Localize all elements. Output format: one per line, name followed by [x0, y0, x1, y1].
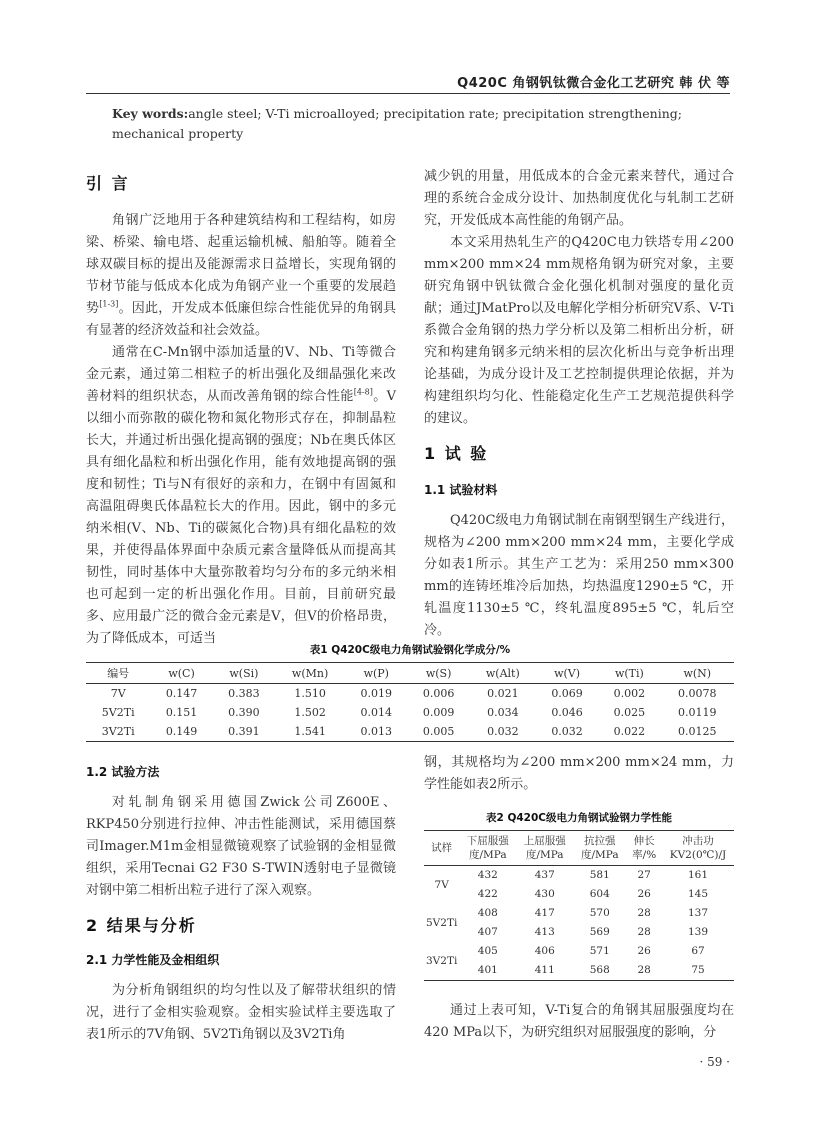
- intro-paragraph-3: 减少钒的用量，用低成本的合金元素来替代，通过合理的系统合金成分设计、加热制度优化与轧制工艺研究，开发低成本高性能的角钢产品。: [424, 169, 734, 228]
- intro-heading: 引 言: [86, 174, 130, 193]
- section-1-1-paragraph: Q420C级电力角钢试制在南钢型钢生产线进行，规格为∠200 mm×200 mm×24 mm，主要化学成分如表1所示。其生产工艺为：采用250 mm×300 mm的连铸坯堆冷后加热，均热温度1290±5 ℃，开轧温度1130±5 ℃，终轧温度895±5 ℃，轧后空冷。: [424, 513, 734, 638]
- table-row: [424, 904, 734, 923]
- table-row: [424, 961, 734, 981]
- table1-cell: 0.002: [613, 687, 646, 700]
- table1-cell: 0.0125: [661, 722, 734, 742]
- table2-intro-paragraph: 钢，其规格均为∠200 mm×200 mm×24 mm，力学性能如表2所示。: [424, 755, 734, 792]
- table1-cell: 0.034: [487, 706, 519, 719]
- table-row: [86, 722, 734, 742]
- table1-cell: 0.0078: [678, 687, 717, 700]
- table1-header-cell: w(C): [150, 663, 212, 684]
- table2-cell: 139: [687, 926, 709, 938]
- table2-sample-name: 3V2Ti: [424, 942, 459, 981]
- table1-header-cell: 编号: [86, 663, 150, 684]
- table2-cell: 26: [637, 888, 651, 900]
- table1-header-cell: w(Alt): [470, 663, 536, 684]
- table2-sample-name: 5V2Ti: [426, 916, 458, 929]
- table1-caption: 表1 Q420C级电力角钢试验钢化学成分/%: [309, 644, 511, 656]
- table2-cell: 145: [687, 888, 709, 900]
- table2-cell: 570: [589, 907, 610, 919]
- intro-paragraph-1: 角钢广泛地用于各种建筑结构和工程结构，如房梁、桥梁、输电塔、起重运输机械、船舶等。随着全球双碳目标的提出及能源需求日益增长，实现角钢的节材节能与低成本化成为角钢产业一个重要的发展趋势[1-3]。因此，开发成本低廉但综合性能优异的角钢具有显著的经济效益和社会效益。: [86, 213, 396, 338]
- table2: [424, 830, 734, 981]
- page-number: · 59 ·: [699, 1055, 730, 1069]
- table2-cell: 569: [589, 926, 610, 938]
- table1-cell: 0.022: [598, 722, 660, 742]
- right-column-upper: [424, 166, 734, 642]
- table2-header-cell: 伸长率/%: [626, 831, 662, 866]
- table2-cell: 67: [691, 945, 705, 957]
- table1-cell: 1.510: [294, 687, 326, 700]
- table1-cell: 0.032: [536, 722, 598, 742]
- table1-cell: 0.014: [360, 706, 393, 719]
- table2-cell: 408: [477, 907, 498, 919]
- running-header: [86, 70, 730, 94]
- table2-cell: 417: [534, 907, 555, 919]
- table1-cell: 0.0119: [678, 706, 717, 719]
- keywords: [112, 104, 732, 144]
- table2-cell: 437: [534, 869, 555, 881]
- table-row: [424, 942, 734, 961]
- table2-cell: 571: [589, 945, 610, 957]
- table1-cell: 0.013: [345, 722, 407, 742]
- table1-cell: 0.009: [422, 706, 455, 719]
- table2-caption: 表2 Q420C级电力角钢试验钢力学性能: [485, 812, 672, 824]
- table2-cell: 28: [637, 907, 651, 919]
- table1-header-cell: w(V): [536, 663, 598, 684]
- table1-cell: 0.149: [150, 722, 212, 742]
- table1-cell: 0.005: [407, 722, 469, 742]
- table2-cell: 413: [534, 926, 555, 938]
- table1-cell: 3V2Ti: [86, 722, 150, 742]
- ref-1-3: [1-3]: [99, 299, 119, 309]
- table1-cell: 0.025: [613, 706, 646, 719]
- table1-cell: 1.502: [294, 706, 326, 719]
- table-row: [86, 703, 734, 722]
- table1-cell: 0.151: [165, 706, 198, 719]
- table2-cell: 432: [477, 869, 498, 881]
- section-1-2-paragraph: 对轧制角钢采用德国Zwick公司Z600E、RKP450分别进行拉伸、冲击性能测试，采用德国蔡司Imager.M1m金相显微镜观察了试验钢的金相显微组织，采用Tecnai G2 F30 S-TWIN透射电子显微镜对钢中第二相析出粒子进行了深入观察。: [86, 795, 396, 898]
- table2-cell: 430: [534, 888, 555, 900]
- table1-header-cell: w(S): [407, 663, 469, 684]
- right-column-bottom: [424, 1000, 734, 1044]
- section-2-1-heading: 2.1 力学性能及金相组织: [86, 953, 220, 967]
- ref-4-8: [4-8]: [353, 387, 373, 397]
- table2-cell: 401: [459, 961, 516, 981]
- table1-header-cell: w(P): [345, 663, 407, 684]
- table2-cell: 604: [589, 888, 610, 900]
- table1-cell: 0.046: [551, 706, 583, 719]
- header-title: Q420C 角钢钒钛微合金化工艺研究 韩 伏 等: [457, 76, 730, 91]
- table2-header-cell: 试样: [424, 831, 459, 866]
- table2-header-cell: 上屈服强度/MPa: [516, 831, 573, 866]
- table-row: [424, 885, 734, 904]
- table2-cell: 28: [637, 926, 651, 938]
- table2-cell: 28: [626, 961, 662, 981]
- table1-cell: 0.147: [165, 687, 198, 700]
- keywords-text: angle steel; V-Ti microalloyed; precipitation rate; precipitation strengthening; mechanical property: [112, 106, 682, 141]
- table2-cell: 405: [477, 945, 498, 957]
- table1-header-cell: w(Si): [213, 663, 275, 684]
- table2-cell: 568: [573, 961, 626, 981]
- table1-cell: 0.021: [487, 687, 519, 700]
- left-column-lower: [86, 762, 396, 1046]
- table-row: [424, 866, 734, 886]
- table1-cell: 1.541: [275, 722, 345, 742]
- table1-cell: 7V: [110, 687, 126, 700]
- table2-cell: 407: [477, 926, 498, 938]
- table1: [86, 662, 734, 742]
- section-2-heading: 2 结果与分析: [86, 916, 197, 935]
- table2-cell: 26: [637, 945, 651, 957]
- table1-cell: 0.006: [422, 687, 455, 700]
- right-column-lower: [424, 752, 734, 796]
- keywords-label: Key words:: [112, 106, 189, 121]
- left-column-upper: [86, 172, 396, 650]
- table2-cell: 422: [477, 888, 498, 900]
- table1-header-cell: w(Mn): [275, 663, 345, 684]
- table1-cell: 0.390: [228, 706, 260, 719]
- table2-sample-name: 7V: [434, 878, 449, 891]
- table1-header-cell: w(Ti): [598, 663, 660, 684]
- table-row: [86, 684, 734, 704]
- table2-discussion-paragraph: 通过上表可知，V-Ti复合的角钢其屈服强度均在420 MPa以下，为研究组织对屈服强度的影响，分: [424, 1003, 734, 1040]
- table2-cell: 27: [637, 869, 651, 881]
- table2-cell: 406: [534, 945, 555, 957]
- section-1-1-heading: 1.1 试验材料: [424, 483, 498, 497]
- table2-cell: 137: [687, 907, 709, 919]
- table1-cell: 0.019: [360, 687, 393, 700]
- table1-cell: 5V2Ti: [101, 706, 135, 719]
- table2-header-cell: 冲击功KV2(0℃)/J: [662, 831, 734, 866]
- table2-cell: 411: [516, 961, 573, 981]
- table1-cell: 0.069: [551, 687, 583, 700]
- table2-cell: 581: [589, 869, 610, 881]
- intro-paragraph-4: 本文采用热轧生产的Q420C电力铁塔专用∠200 mm×200 mm×24 mm规格角钢为研究对象，主要研究角钢中钒钛微合金化强化机制对强度的量化贡献；通过JMatPro以及电解化学相分析研究V系、V-Ti系微合金角钢的热力学分析以及第二相析出分析，研究和构建角钢多元纳米相的层次化析出与竞争析出理论基础，为成分设计及工艺控制提供理论依据，并为构建组织均匀化、性能稳定化生产工艺规范提供科学的建议。: [424, 235, 734, 426]
- section-1-heading: 1 试 验: [424, 444, 489, 463]
- table2-header-cell: 下屈服强度/MPa: [459, 831, 516, 866]
- section-2-1-paragraph: 为分析角钢组织的均匀性以及了解带状组织的情况，进行了金相实验观察。金相实验试样主要选取了表1所示的7V角钢、5V2Ti角钢以及3V2Ti角: [86, 983, 396, 1042]
- intro-paragraph-2: 通常在C-Mn钢中添加适量的V、Nb、Ti等微合金元素，通过第二相粒子的析出强化及细晶强化来改善材料的组织状态，从而改善角钢的综合性能[4-8]。V以细小而弥散的碳化物和氮化物形式存在，抑制晶粒长大，并通过析出强化提高钢的强度；Nb在奥氏体区具有细化晶粒和析出强化作用，能有效地提高钢的强度和韧性；Ti与N有很好的亲和力，在钢中有固氮和高温阻碍奥氏体晶粒长大的作用。因此，钢中的多元纳米相(V、Nb、Ti的碳氮化合物)具有细化晶粒的效果，并使得晶体界面中杂质元素含量降低从而提高其韧性，同时基体中大量弥散着均匀分布的多元纳米相也可起到一定的析出强化作用。目前，目前研究最多、应用最广泛的微合金元素是V，但V的价格昂贵，为了降低成本，可适当: [86, 345, 396, 646]
- table2-cell: 161: [687, 869, 709, 881]
- table2-cell: 75: [662, 961, 734, 981]
- table-row: [424, 923, 734, 942]
- table1-header-cell: w(N): [661, 663, 734, 684]
- table2-header-cell: 抗拉强度/MPa: [573, 831, 626, 866]
- table1-cell: 0.391: [213, 722, 275, 742]
- table1-cell: 0.383: [228, 687, 260, 700]
- section-1-2-heading: 1.2 试验方法: [86, 765, 160, 779]
- table1-cell: 0.032: [470, 722, 536, 742]
